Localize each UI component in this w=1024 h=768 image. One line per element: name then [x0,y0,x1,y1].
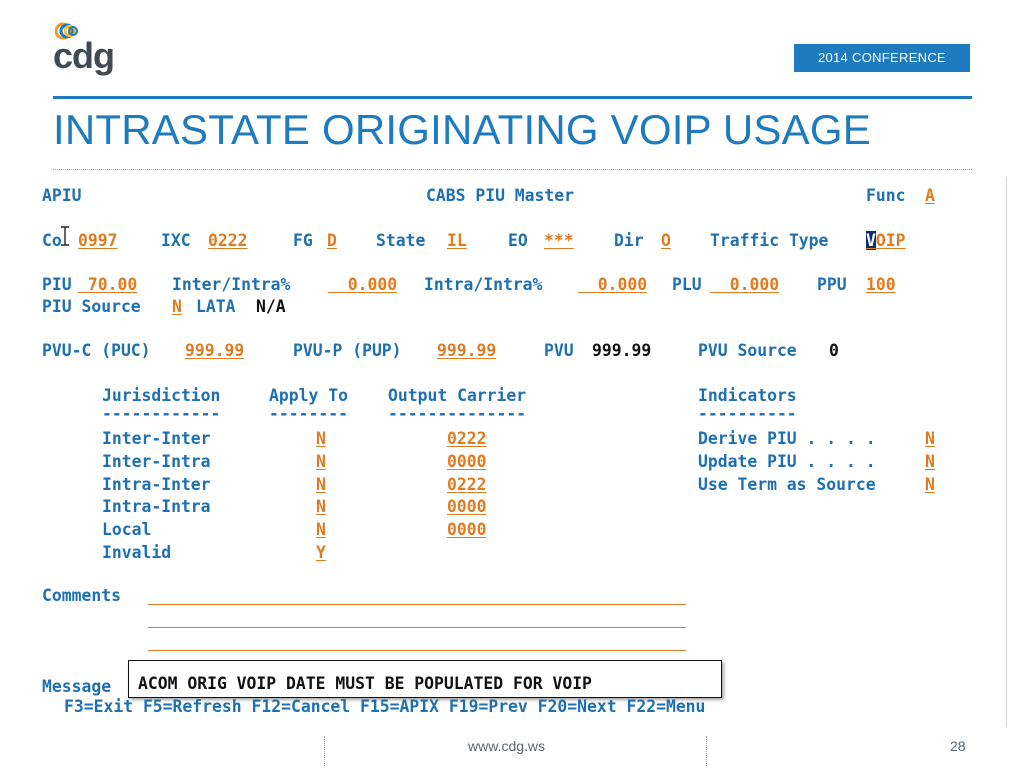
footer-separator-left [324,736,325,766]
apply-to-field[interactable]: N [316,452,326,471]
screen-id: APIU [42,186,82,205]
inter-intra-field[interactable]: 0.000 [328,275,398,294]
state-field[interactable]: IL [447,231,467,250]
traffic-type-field[interactable] [866,230,905,252]
title-rule [53,96,972,99]
indicators-dashes: ---------- [698,404,797,423]
output-carrier-field[interactable]: 0000 [447,452,487,471]
pvuc-field[interactable]: 999.99 [185,341,245,360]
piu-source-label: PIU Source [42,297,141,316]
page-number: 28 [950,738,966,754]
jurisdiction-header: Jurisdiction [102,386,221,405]
indicator-label: Derive PIU . . . . [698,429,876,448]
output-carrier-field[interactable]: 0000 [447,497,487,516]
jurisdiction-row-label: Inter-Intra [102,452,211,471]
indicator-field[interactable]: N [925,429,935,448]
output-carrier-field[interactable]: 0222 [447,429,487,448]
footer-separator-right [706,736,707,766]
pvu-source-value: 0 [829,341,839,360]
eo-label: EO [508,231,528,250]
pvu-source-label: PVU Source [698,341,797,360]
plu-field[interactable]: 0.000 [710,275,780,294]
pvuc-label: PVU-C (PUC) [42,341,151,360]
fg-label: FG [293,231,313,250]
apply-to-field[interactable]: N [316,497,326,516]
eo-field[interactable]: *** [544,231,574,250]
piu-label: PIU [42,275,72,294]
output-carrier-field[interactable]: 0000 [447,520,487,539]
logo-text: cdg [53,35,115,76]
piu-source-field[interactable]: N [172,297,182,316]
footer-url: www.cdg.ws [468,738,546,754]
pvu-label: PVU [544,341,574,360]
jurisdiction-row-label: Intra-Intra [102,497,211,516]
slide-title: INTRASTATE ORIGINATING VOIP USAGE [53,106,871,153]
ppu-label: PPU [817,275,847,294]
jurisdiction-row-label: Inter-Inter [102,429,211,448]
output-carrier-header: Output Carrier [388,386,527,405]
state-label: State [376,231,426,250]
cdg-logo [53,22,117,82]
screen-title: CABS PIU Master [426,186,575,205]
indicator-field[interactable]: N [925,475,935,494]
jurisdiction-row-label: Invalid [102,543,172,562]
lata-value: N/A [256,297,286,316]
pvu-value: 999.99 [592,341,652,360]
dir-label: Dir [614,231,644,250]
piu-field[interactable]: 70.00 [78,275,138,294]
func-label: Func [866,186,906,205]
output-carrier-dashes: -------------- [388,404,527,423]
plu-label: PLU [672,275,702,294]
apply-to-field[interactable]: N [316,520,326,539]
jurisdiction-row-label: Intra-Inter [102,475,211,494]
pvup-field[interactable]: 999.99 [437,341,497,360]
intra-intra-field[interactable]: 0.000 [578,275,648,294]
dir-field[interactable]: O [661,231,671,250]
message-text: ACOM ORIG VOIP DATE MUST BE POPULATED FOR VOIP [138,674,592,693]
comment-input-line-1[interactable] [148,604,686,605]
text-cursor: V [866,231,876,250]
comments-label: Comments [42,586,121,605]
screen-right-edge [1006,177,1007,727]
apply-to-field[interactable]: N [316,475,326,494]
inter-intra-label: Inter/Intra% [172,275,291,294]
indicator-label: Use Term as Source [698,475,876,494]
func-field[interactable]: A [925,186,935,205]
indicator-field[interactable]: N [925,452,935,471]
jurisdiction-row-label: Local [102,520,152,539]
comment-input-line-3[interactable] [148,650,686,651]
co-field[interactable]: 0997 [78,231,118,250]
message-label: Message [42,677,112,696]
indicator-label: Update PIU . . . . [698,452,876,471]
co-label: Co [42,231,62,250]
intra-intra-label: Intra/Intra% [424,275,543,294]
ixc-field[interactable]: 0222 [208,231,248,250]
output-carrier-field[interactable]: 0222 [447,475,487,494]
fg-field[interactable]: D [327,231,337,250]
comment-input-line-2[interactable] [148,627,686,628]
ixc-label: IXC [161,231,191,250]
traffic-type-rest: OIP [875,231,906,250]
pvup-label: PVU-P (PUP) [293,341,402,360]
lata-label: LATA [196,297,236,316]
indicators-header: Indicators [698,386,797,405]
apply-to-field[interactable]: Y [316,543,326,562]
apply-to-header: Apply To [269,386,348,405]
ibeam-cursor-icon [60,226,70,246]
apply-to-dashes: -------- [269,404,348,423]
function-keys-bar[interactable]: F3=Exit F5=Refresh F12=Cancel F15=APIX F19=Prev F20=Next F22=Menu [64,697,706,716]
jurisdiction-dashes: ------------ [102,404,221,423]
ppu-field[interactable]: 100 [866,275,896,294]
title-divider [53,169,972,170]
apply-to-field[interactable]: N [316,429,326,448]
conference-badge: 2014 CONFERENCE [794,44,970,72]
traffic-type-label: Traffic Type [710,231,829,250]
